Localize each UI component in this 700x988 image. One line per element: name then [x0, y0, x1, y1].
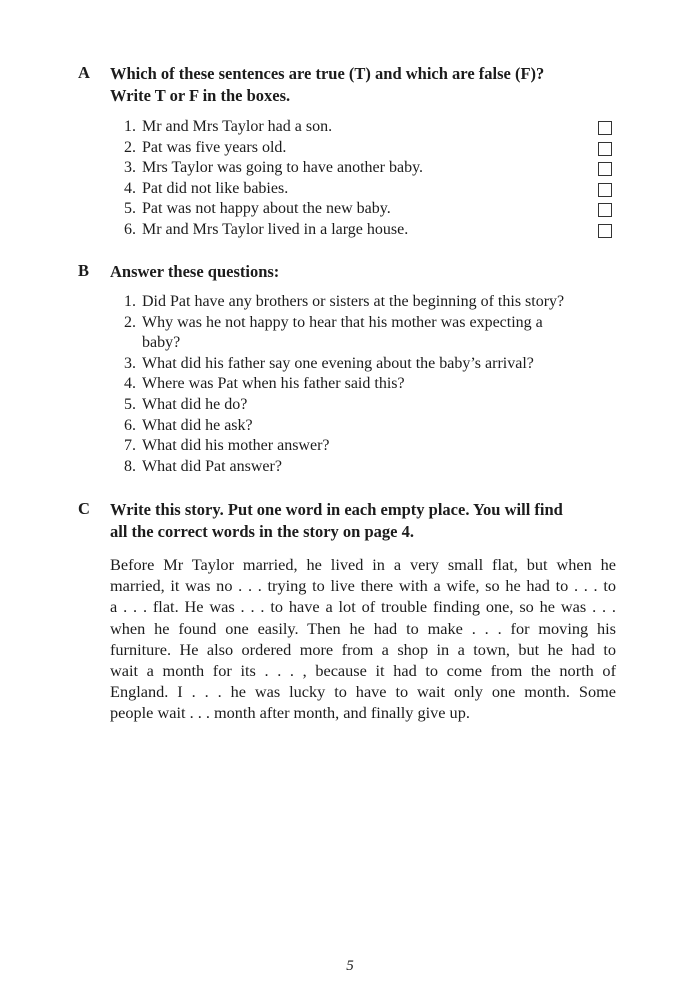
item-text: Mr and Mrs Taylor had a son.: [142, 118, 333, 135]
item-number: 2.: [124, 138, 136, 156]
list-item: [78, 416, 618, 437]
item-text: Did Pat have any brothers or sisters at the beginning of this story?: [142, 293, 565, 310]
heading-line: all the correct words in the story on page 4.: [110, 522, 414, 541]
item-number: 3.: [124, 159, 136, 177]
question-list: [78, 292, 618, 477]
item-text: What did his father say one evening about the baby’s arrival?: [142, 354, 534, 372]
item-text: What did he ask?: [142, 416, 253, 434]
list-item: [78, 313, 618, 354]
list-item: [78, 374, 618, 395]
paragraph-line: a . . . flat. He was . . . to have a lot of trouble finding one, so he was . . .: [110, 597, 616, 617]
item-number: 5.: [124, 395, 136, 413]
answer-checkbox[interactable]: [598, 142, 612, 156]
item-text: What did he do?: [142, 395, 248, 413]
item-number: 1.: [124, 293, 136, 310]
item-text: Where was Pat when his father said this?: [142, 375, 405, 393]
item-number: 4.: [124, 179, 136, 197]
section-letter: B: [78, 261, 90, 280]
answer-checkbox[interactable]: [598, 224, 612, 238]
item-text-continued: baby?: [142, 334, 181, 352]
section-a: [78, 63, 618, 241]
item-number: 6.: [124, 416, 136, 434]
paragraph-line: Before Mr Taylor married, he lived in a very small flat, but when he: [110, 555, 616, 574]
list-item: [78, 292, 618, 313]
section-letter: C: [78, 499, 90, 518]
answer-checkbox[interactable]: [598, 162, 612, 176]
paragraph-line: England. I . . . he was lucky to have to wait only one month. Some: [110, 682, 616, 702]
list-item: [78, 436, 618, 457]
item-text: What did his mother answer?: [142, 437, 330, 455]
paragraph-line: married, it was no . . . trying to live there with a wife, so he had to . . . to: [110, 576, 616, 596]
list-item: [78, 457, 618, 478]
item-number: 5.: [124, 200, 136, 218]
paragraph-line: people wait . . . month after month, and finally give up.: [110, 703, 470, 723]
item-number: 1.: [124, 118, 136, 135]
item-number: 2.: [124, 313, 136, 331]
paragraph-line: when he found one easily. Then he had to make . . . for moving his: [110, 618, 616, 638]
heading-line: Write this story. Put one word in each empty place. You will find: [110, 500, 563, 519]
section-b: [78, 261, 618, 477]
list-item: [78, 158, 618, 179]
paragraph-line: furniture. He also ordered more from a shop in a town, but he had to: [110, 639, 616, 659]
item-number: 7.: [124, 437, 136, 455]
list-item: [78, 220, 618, 241]
true-false-list: [78, 117, 618, 241]
section-heading: [110, 499, 618, 543]
item-text: What did Pat answer?: [142, 457, 282, 475]
list-item: [78, 179, 618, 200]
item-number: 3.: [124, 354, 136, 372]
paragraph-line: wait a month for its . . . , because it had to come from the north of: [110, 661, 616, 681]
story-paragraph: [110, 554, 616, 724]
item-text: Pat was not happy about the new baby.: [142, 200, 391, 218]
list-item: [78, 117, 618, 138]
item-text: Why was he not happy to hear that his mother was expecting a: [142, 313, 543, 331]
list-item: [78, 199, 618, 220]
page-number: 5: [346, 958, 354, 974]
answer-checkbox[interactable]: [598, 183, 612, 197]
item-text: Mr and Mrs Taylor lived in a large house.: [142, 220, 409, 238]
heading-line: Which of these sentences are true (T) and which are false (F)?: [110, 64, 545, 83]
list-item: [78, 354, 618, 375]
section-c: [78, 499, 618, 724]
list-item: [78, 138, 618, 159]
item-text: Mrs Taylor was going to have another baby.: [142, 159, 424, 177]
item-number: 8.: [124, 457, 136, 475]
section-letter: A: [78, 63, 90, 82]
list-item: [78, 395, 618, 416]
section-heading: [110, 63, 618, 107]
answer-checkbox[interactable]: [598, 203, 612, 217]
answer-checkbox[interactable]: [598, 121, 612, 135]
item-text: Pat was five years old.: [142, 138, 287, 156]
item-number: 6.: [124, 220, 136, 238]
item-number: 4.: [124, 375, 136, 393]
heading-line: Write T or F in the boxes.: [110, 86, 291, 105]
item-text: Pat did not like babies.: [142, 179, 289, 197]
section-heading: Answer these questions:: [110, 262, 280, 281]
